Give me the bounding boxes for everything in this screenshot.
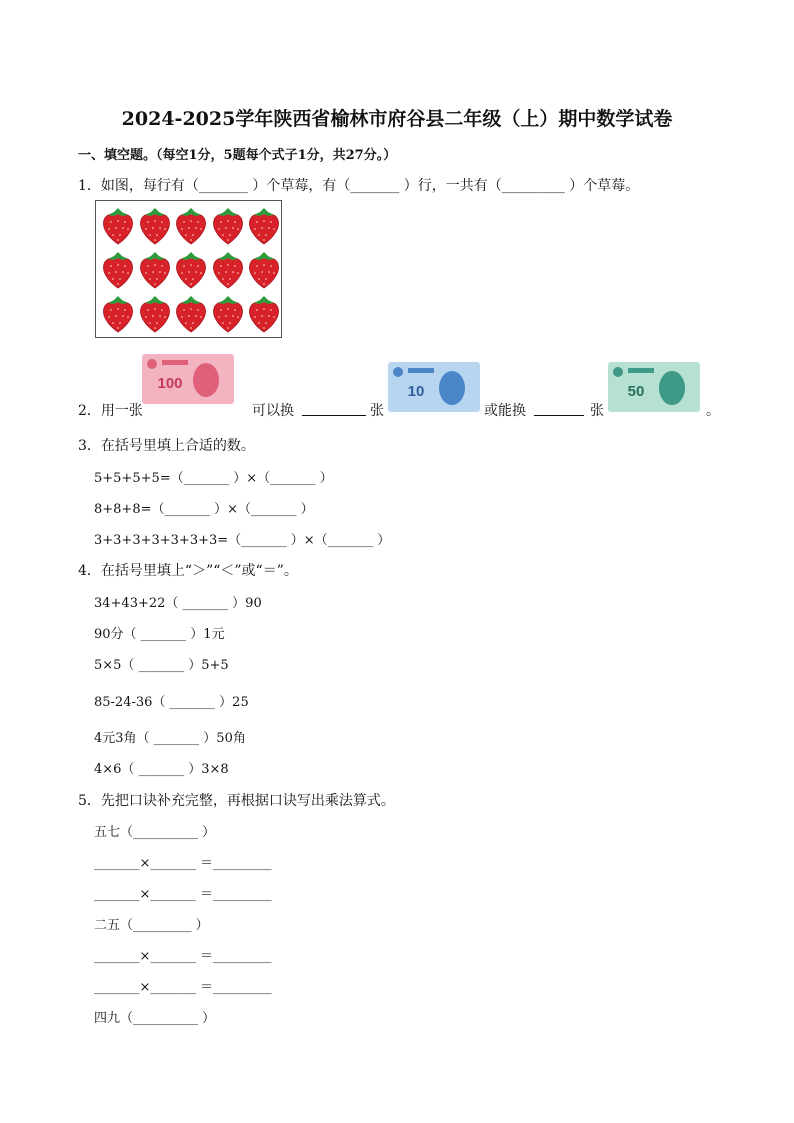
equation-line: _______×_______ ＝_________: [94, 949, 272, 964]
strawberry-icon: [246, 294, 282, 334]
strawberry-icon: [173, 206, 209, 246]
question-1: 1．如图，每行有（_______ ）个草莓，有（_______ ）行，一共有（_________ ）个草莓。: [78, 178, 640, 194]
question-4-item: 90分（ _______ ）1元: [94, 627, 225, 642]
emblem: [613, 367, 623, 377]
question-2-mid1: 可以换: [252, 403, 294, 419]
section-heading: 一、填空题。（每空1分，5题每个式子1分，共27分。）: [78, 148, 397, 163]
strawberry-icon: [210, 206, 246, 246]
answer-blank[interactable]: [302, 403, 366, 416]
emblem: [147, 359, 157, 369]
portrait: [659, 371, 685, 405]
portrait: [193, 363, 219, 397]
question-4: 4．在括号里填上“＞”“＜”或“＝”。: [78, 563, 298, 579]
strawberry-icon: [210, 250, 246, 290]
page-title: 2024-2025学年陕西省榆林市府谷县二年级（上）期中数学试卷: [121, 108, 673, 130]
strawberry-icon: [173, 250, 209, 290]
question-5: 5．先把口诀补充完整，再根据口诀写出乘法算式。: [78, 793, 395, 809]
note-header: [628, 368, 654, 373]
strawberry-icon: [100, 206, 136, 246]
strawberry-icon: [173, 294, 209, 334]
banknote-50-icon: [606, 360, 702, 414]
question-4-item: 34+43+22（ _______ ）90: [94, 596, 262, 611]
question-3-item: 8+8+8=（_______ ）×（_______ ）: [94, 502, 314, 517]
question-3-item: 3+3+3+3+3+3+3=（_______ ）×（_______ ）: [94, 533, 391, 548]
banknote-value: 10: [407, 383, 425, 400]
note-header: [162, 360, 188, 365]
banknote-10-icon: [386, 360, 482, 414]
strawberry-icon: [137, 294, 173, 334]
strawberry-icon: [246, 206, 282, 246]
equation-line: _______×_______ ＝_________: [94, 980, 272, 995]
strawberry-icon: [100, 294, 136, 334]
banknote-value: 50: [627, 383, 645, 400]
question-4-item: 5×5（ _______ ）5+5: [94, 658, 229, 673]
strawberry-icon: [246, 250, 282, 290]
banknote-100-icon: [140, 352, 236, 406]
equation-line: _______×_______ ＝_________: [94, 887, 272, 902]
question-2-unit2: 张: [590, 403, 604, 419]
question-2-end: 。: [706, 403, 720, 419]
question-2-unit1: 张: [370, 403, 384, 419]
rhyme-line: 五七（__________ ）: [94, 825, 216, 840]
question-2-mid2: 或能换: [484, 403, 526, 419]
question-2-prefix: 2．用一张: [78, 403, 143, 419]
question-4-item: 85-24-36（ _______ ）25: [94, 695, 249, 710]
question-4-item: 4×6（ _______ ）3×8: [94, 762, 229, 777]
banknote-value: 100: [157, 375, 183, 392]
strawberry-icon: [137, 250, 173, 290]
answer-blank[interactable]: [534, 403, 584, 416]
question-3-item: 5+5+5+5=（_______ ）×（_______ ）: [94, 471, 333, 486]
note-header: [408, 368, 434, 373]
question-4-item: 4元3角（ _______ ）50角: [94, 731, 246, 746]
equation-line: _______×_______ ＝_________: [94, 856, 272, 871]
strawberry-icon: [210, 294, 246, 334]
rhyme-line: 四九（__________ ）: [94, 1011, 216, 1026]
strawberry-icon: [100, 250, 136, 290]
question-3: 3．在括号里填上合适的数。: [78, 438, 255, 454]
strawberry-icon: [137, 206, 173, 246]
rhyme-line: 二五（_________ ）: [94, 918, 209, 933]
emblem: [393, 367, 403, 377]
strawberry-grid: [95, 200, 282, 338]
portrait: [439, 371, 465, 405]
